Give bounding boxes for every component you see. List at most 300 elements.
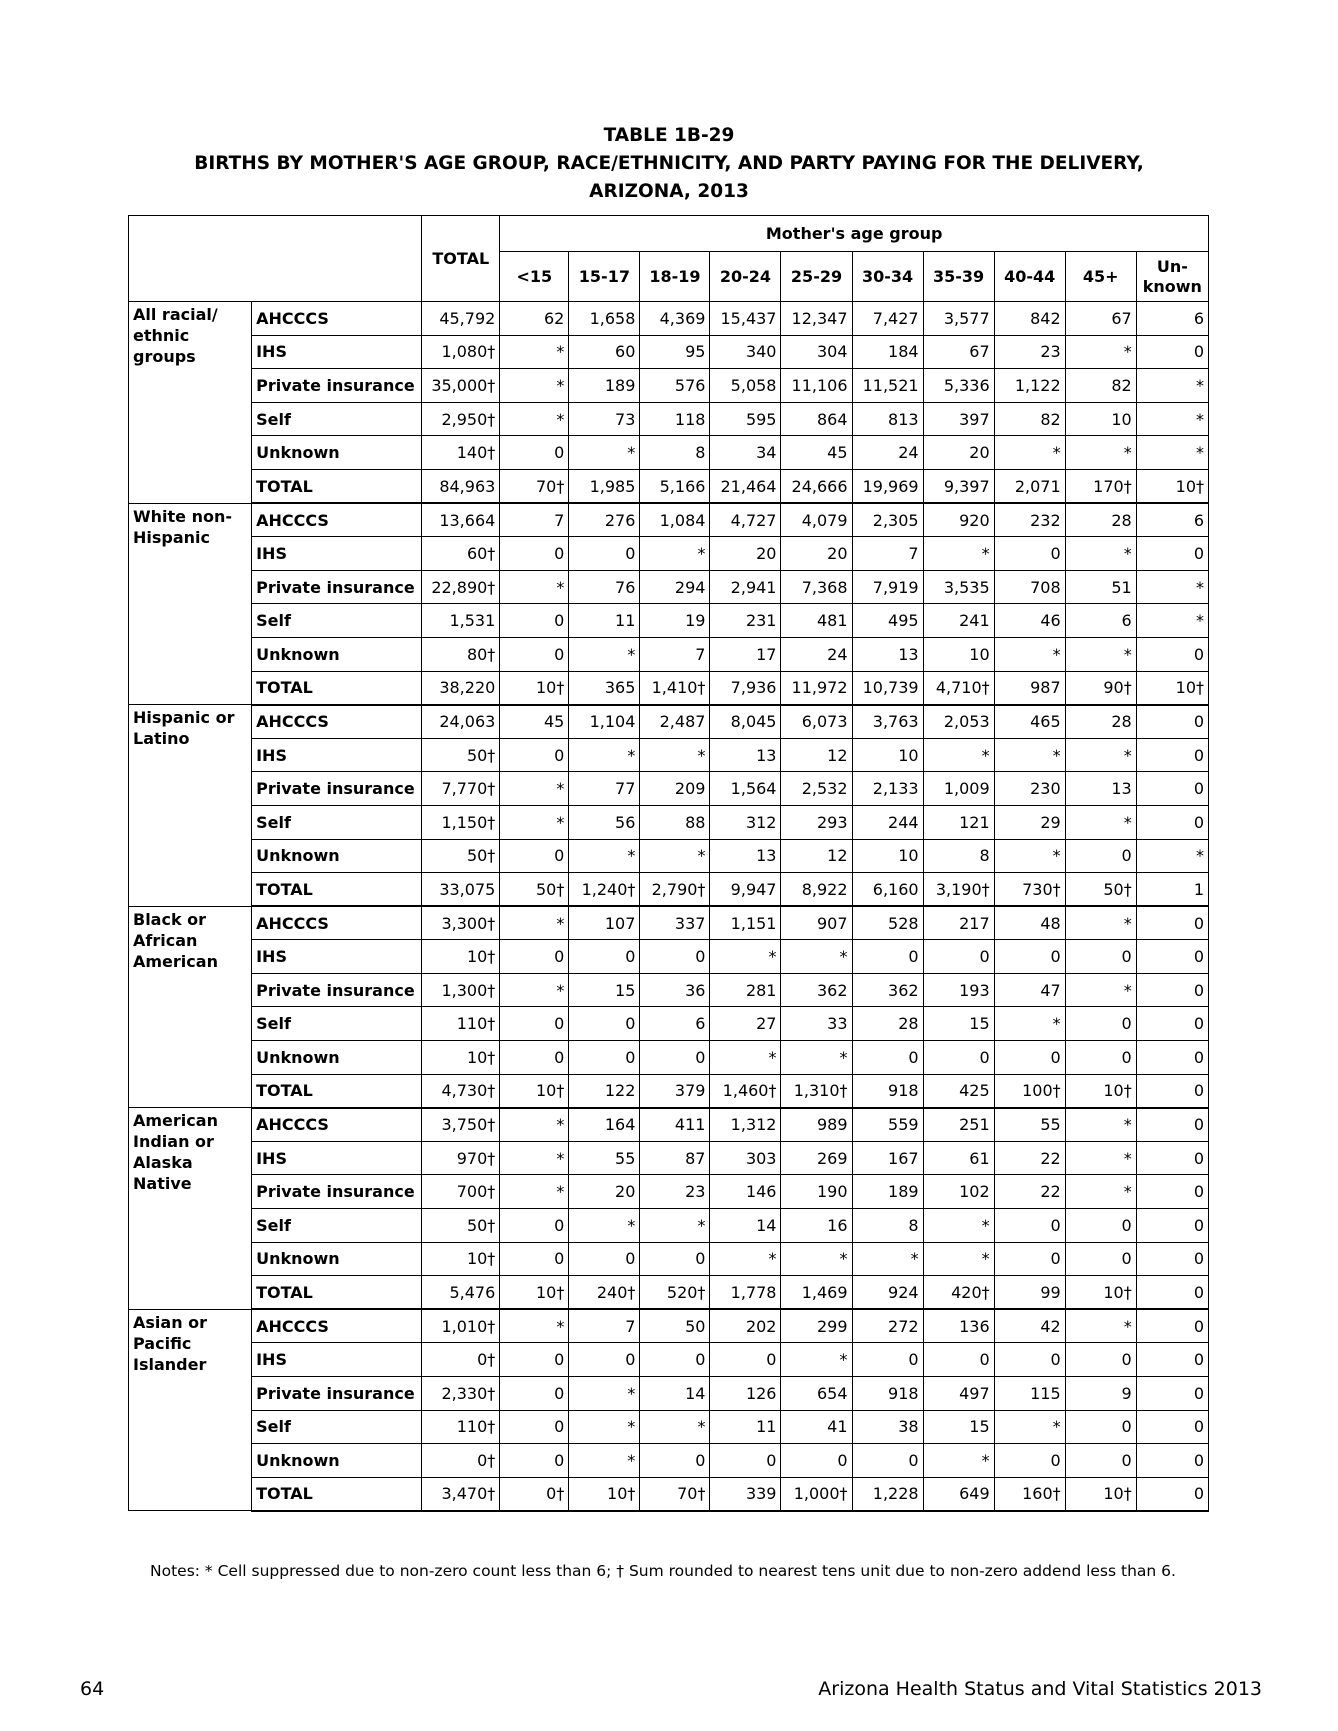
age-header-cell: <15 — [500, 252, 569, 302]
value-cell: 20 — [569, 1175, 640, 1209]
value-cell: 0 — [500, 738, 569, 772]
payer-label: TOTAL — [252, 1276, 422, 1310]
value-cell: 495 — [852, 604, 923, 638]
value-cell: 33 — [781, 1007, 852, 1041]
value-cell: 126 — [710, 1377, 781, 1411]
value-cell: 0 — [1136, 705, 1208, 739]
table-row — [129, 503, 1209, 537]
value-cell: 0 — [500, 637, 569, 671]
value-cell: 2,071 — [994, 469, 1065, 503]
payer-label: TOTAL — [252, 671, 422, 705]
table-row — [129, 1410, 1209, 1444]
value-cell: 0 — [1136, 1007, 1208, 1041]
value-cell: 864 — [781, 402, 852, 436]
value-cell: 0 — [500, 436, 569, 470]
value-cell: 0 — [994, 1041, 1065, 1075]
value-cell: 0 — [640, 1242, 710, 1276]
value-cell: * — [640, 839, 710, 873]
value-cell: 230 — [994, 772, 1065, 806]
payer-label: Self — [252, 1007, 422, 1041]
value-cell: 3,763 — [852, 705, 923, 739]
value-cell: * — [994, 839, 1065, 873]
value-cell: 7 — [569, 1309, 640, 1343]
value-cell: 34 — [710, 436, 781, 470]
value-cell: 1 — [1136, 873, 1208, 907]
value-cell: 1,000† — [781, 1477, 852, 1511]
value-cell: 41 — [781, 1410, 852, 1444]
payer-label: Unknown — [252, 1242, 422, 1276]
value-cell: 15 — [569, 973, 640, 1007]
value-cell: 51 — [1065, 570, 1136, 604]
total-cell: 38,220 — [422, 671, 500, 705]
value-cell: * — [500, 772, 569, 806]
value-cell: 56 — [569, 805, 640, 839]
value-cell: 10,739 — [852, 671, 923, 705]
value-cell: 14 — [710, 1209, 781, 1243]
value-cell: * — [569, 1444, 640, 1478]
value-cell: * — [923, 1209, 994, 1243]
value-cell: 3,577 — [923, 302, 994, 336]
value-cell: 497 — [923, 1377, 994, 1411]
value-cell: 24 — [781, 637, 852, 671]
value-cell: 576 — [640, 369, 710, 403]
value-cell: 0 — [1065, 1041, 1136, 1075]
value-cell: 920 — [923, 503, 994, 537]
value-cell: 38 — [852, 1410, 923, 1444]
payer-label: Private insurance — [252, 973, 422, 1007]
value-cell: * — [500, 1309, 569, 1343]
value-cell: 0 — [1136, 1074, 1208, 1108]
table-row — [129, 1108, 1209, 1142]
table-row — [129, 1074, 1209, 1108]
value-cell: 20 — [710, 537, 781, 571]
table-row — [129, 973, 1209, 1007]
table-row — [129, 1242, 1209, 1276]
total-cell: 0† — [422, 1343, 500, 1377]
value-cell: 0 — [640, 1343, 710, 1377]
table-title — [0, 122, 1338, 206]
payer-label: Private insurance — [252, 369, 422, 403]
value-cell: 0 — [1136, 637, 1208, 671]
value-cell: * — [781, 1343, 852, 1377]
table-row — [129, 1343, 1209, 1377]
table-row — [129, 906, 1209, 940]
group-label: Hispanic or Latino — [129, 705, 252, 907]
total-cell: 50† — [422, 839, 500, 873]
value-cell: * — [500, 570, 569, 604]
value-cell: 0 — [569, 940, 640, 974]
payer-label: Self — [252, 805, 422, 839]
value-cell: 9 — [1065, 1377, 1136, 1411]
value-cell: 0 — [852, 1041, 923, 1075]
table-row — [129, 335, 1209, 369]
value-cell: 10† — [1136, 671, 1208, 705]
value-cell: 0 — [500, 1242, 569, 1276]
table-row — [129, 705, 1209, 739]
value-cell: 102 — [923, 1175, 994, 1209]
value-cell: 1,009 — [923, 772, 994, 806]
value-cell: 0 — [1136, 805, 1208, 839]
value-cell: 520† — [640, 1276, 710, 1310]
value-cell: 3,535 — [923, 570, 994, 604]
value-cell: 146 — [710, 1175, 781, 1209]
value-cell: 0 — [500, 1444, 569, 1478]
value-cell: 15,437 — [710, 302, 781, 336]
value-cell: 0 — [1136, 1309, 1208, 1343]
value-cell: 16 — [781, 1209, 852, 1243]
total-cell: 2,950† — [422, 402, 500, 436]
value-cell: 5,058 — [710, 369, 781, 403]
table-heading-continued: ARIZONA, 2013 — [589, 181, 749, 202]
payer-label: Private insurance — [252, 1377, 422, 1411]
value-cell: 70† — [500, 469, 569, 503]
value-cell: 13 — [1065, 772, 1136, 806]
value-cell: 100† — [994, 1074, 1065, 1108]
value-cell: 0 — [1136, 940, 1208, 974]
value-cell: 0 — [852, 1444, 923, 1478]
total-header: TOTAL — [422, 216, 500, 302]
value-cell: 50† — [1065, 873, 1136, 907]
births-table — [128, 215, 1209, 1512]
value-cell: 50† — [500, 873, 569, 907]
table-number: TABLE 1B-29 — [603, 125, 735, 146]
payer-label: TOTAL — [252, 469, 422, 503]
value-cell: * — [1136, 369, 1208, 403]
total-cell: 1,010† — [422, 1309, 500, 1343]
value-cell: * — [710, 1242, 781, 1276]
value-cell: * — [569, 1209, 640, 1243]
value-cell: * — [1065, 1141, 1136, 1175]
value-cell: 0 — [569, 1343, 640, 1377]
value-cell: 82 — [1065, 369, 1136, 403]
value-cell: 11,521 — [852, 369, 923, 403]
value-cell: * — [852, 1242, 923, 1276]
value-cell: 55 — [569, 1141, 640, 1175]
value-cell: 7 — [500, 503, 569, 537]
value-cell: 10† — [1065, 1074, 1136, 1108]
total-cell: 3,750† — [422, 1108, 500, 1142]
value-cell: 11 — [569, 604, 640, 638]
age-header-cell: Un-known — [1136, 252, 1208, 302]
value-cell: * — [1065, 1309, 1136, 1343]
value-cell: 231 — [710, 604, 781, 638]
value-cell: 73 — [569, 402, 640, 436]
value-cell: * — [500, 369, 569, 403]
value-cell: 0 — [1136, 973, 1208, 1007]
value-cell: * — [1065, 637, 1136, 671]
value-cell: 45 — [781, 436, 852, 470]
value-cell: 0 — [994, 1343, 1065, 1377]
value-cell: 1,410† — [640, 671, 710, 705]
value-cell: 22 — [994, 1141, 1065, 1175]
value-cell: 2,053 — [923, 705, 994, 739]
value-cell: 8,045 — [710, 705, 781, 739]
value-cell: 425 — [923, 1074, 994, 1108]
value-cell: 61 — [923, 1141, 994, 1175]
publication-title: Arizona Health Status and Vital Statistics 2013 — [818, 1678, 1262, 1700]
value-cell: * — [500, 805, 569, 839]
value-cell: 365 — [569, 671, 640, 705]
total-cell: 700† — [422, 1175, 500, 1209]
value-cell: 251 — [923, 1108, 994, 1142]
value-cell: * — [569, 1410, 640, 1444]
value-cell: 1,228 — [852, 1477, 923, 1511]
value-cell: * — [500, 973, 569, 1007]
value-cell: 99 — [994, 1276, 1065, 1310]
total-cell: 10† — [422, 1242, 500, 1276]
group-label: White non-Hispanic — [129, 503, 252, 705]
value-cell: 20 — [923, 436, 994, 470]
value-cell: 294 — [640, 570, 710, 604]
table-row — [129, 839, 1209, 873]
age-header-cell: 45+ — [1065, 252, 1136, 302]
value-cell: 15 — [923, 1410, 994, 1444]
table-heading: BIRTHS BY MOTHER'S AGE GROUP, RACE/ETHNICITY, AND PARTY PAYING FOR THE DELIVERY, — [194, 153, 1144, 174]
value-cell: 2,532 — [781, 772, 852, 806]
value-cell: * — [1065, 906, 1136, 940]
value-cell: 4,727 — [710, 503, 781, 537]
value-cell: 907 — [781, 906, 852, 940]
value-cell: 6,073 — [781, 705, 852, 739]
value-cell: * — [640, 738, 710, 772]
payer-label: AHCCCS — [252, 1309, 422, 1343]
value-cell: 28 — [1065, 503, 1136, 537]
value-cell: * — [994, 1410, 1065, 1444]
value-cell: 77 — [569, 772, 640, 806]
value-cell: 23 — [640, 1175, 710, 1209]
value-cell: 8 — [640, 436, 710, 470]
value-cell: 42 — [994, 1309, 1065, 1343]
value-cell: 14 — [640, 1377, 710, 1411]
age-header-cell: 35-39 — [923, 252, 994, 302]
value-cell: 0 — [1136, 1141, 1208, 1175]
value-cell: 6 — [1065, 604, 1136, 638]
value-cell: 0 — [1136, 1343, 1208, 1377]
payer-label: TOTAL — [252, 873, 422, 907]
value-cell: * — [500, 906, 569, 940]
value-cell: 0 — [1136, 1041, 1208, 1075]
payer-label: Private insurance — [252, 570, 422, 604]
value-cell: 190 — [781, 1175, 852, 1209]
value-cell: 167 — [852, 1141, 923, 1175]
value-cell: 708 — [994, 570, 1065, 604]
value-cell: 0 — [1136, 537, 1208, 571]
value-cell: 17 — [710, 637, 781, 671]
value-cell: * — [710, 1041, 781, 1075]
value-cell: 0 — [994, 1209, 1065, 1243]
value-cell: 0 — [500, 1041, 569, 1075]
value-cell: 411 — [640, 1108, 710, 1142]
table-row — [129, 604, 1209, 638]
value-cell: * — [781, 1242, 852, 1276]
value-cell: 276 — [569, 503, 640, 537]
value-cell: 0 — [1065, 940, 1136, 974]
value-cell: 13 — [852, 637, 923, 671]
value-cell: * — [1136, 402, 1208, 436]
value-cell: 1,310† — [781, 1074, 852, 1108]
value-cell: 0 — [569, 1041, 640, 1075]
age-header-cell: 30-34 — [852, 252, 923, 302]
value-cell: 813 — [852, 402, 923, 436]
value-cell: 0 — [640, 940, 710, 974]
page-number: 64 — [80, 1678, 105, 1700]
total-cell: 1,080† — [422, 335, 500, 369]
value-cell: 170† — [1065, 469, 1136, 503]
value-cell: * — [500, 335, 569, 369]
value-cell: 559 — [852, 1108, 923, 1142]
table-row — [129, 469, 1209, 503]
table-row — [129, 1175, 1209, 1209]
value-cell: 189 — [852, 1175, 923, 1209]
value-cell: 8 — [852, 1209, 923, 1243]
value-cell: * — [640, 1209, 710, 1243]
payer-label: Private insurance — [252, 1175, 422, 1209]
payer-label: Unknown — [252, 839, 422, 873]
value-cell: 1,985 — [569, 469, 640, 503]
table-row — [129, 671, 1209, 705]
value-cell: * — [500, 1175, 569, 1209]
value-cell: 0 — [994, 940, 1065, 974]
total-cell: 45,792 — [422, 302, 500, 336]
total-cell: 50† — [422, 738, 500, 772]
value-cell: 7,427 — [852, 302, 923, 336]
value-cell: * — [994, 1007, 1065, 1041]
total-cell: 0† — [422, 1444, 500, 1478]
value-cell: 0 — [710, 1444, 781, 1478]
value-cell: 2,487 — [640, 705, 710, 739]
value-cell: 397 — [923, 402, 994, 436]
group-label: Asian or Pacific Islander — [129, 1309, 252, 1511]
total-cell: 4,730† — [422, 1074, 500, 1108]
value-cell: 48 — [994, 906, 1065, 940]
value-cell: 0 — [994, 1242, 1065, 1276]
value-cell: * — [1065, 1108, 1136, 1142]
value-cell: 0 — [1136, 1477, 1208, 1511]
value-cell: * — [1136, 570, 1208, 604]
table-row — [129, 570, 1209, 604]
table-row — [129, 738, 1209, 772]
value-cell: * — [1065, 1175, 1136, 1209]
payer-label: TOTAL — [252, 1477, 422, 1511]
table-row — [129, 1209, 1209, 1243]
value-cell: 2,133 — [852, 772, 923, 806]
table-row — [129, 1141, 1209, 1175]
value-cell: 189 — [569, 369, 640, 403]
total-cell: 110† — [422, 1410, 500, 1444]
value-cell: 1,084 — [640, 503, 710, 537]
value-cell: * — [640, 537, 710, 571]
value-cell: * — [1136, 839, 1208, 873]
value-cell: 67 — [1065, 302, 1136, 336]
value-cell: 312 — [710, 805, 781, 839]
value-cell: 7,936 — [710, 671, 781, 705]
table-row — [129, 1276, 1209, 1310]
value-cell: 1,151 — [710, 906, 781, 940]
value-cell: 303 — [710, 1141, 781, 1175]
table-row — [129, 637, 1209, 671]
value-cell: 9,947 — [710, 873, 781, 907]
value-cell: 595 — [710, 402, 781, 436]
value-cell: 202 — [710, 1309, 781, 1343]
value-cell: 11,972 — [781, 671, 852, 705]
value-cell: * — [569, 436, 640, 470]
total-cell: 3,470† — [422, 1477, 500, 1511]
value-cell: 0 — [500, 1377, 569, 1411]
value-cell: 0 — [923, 940, 994, 974]
table-row — [129, 772, 1209, 806]
total-cell: 22,890† — [422, 570, 500, 604]
value-cell: 362 — [781, 973, 852, 1007]
value-cell: 21,464 — [710, 469, 781, 503]
value-cell: 0 — [1136, 335, 1208, 369]
value-cell: 0 — [500, 604, 569, 638]
payer-label: IHS — [252, 1141, 422, 1175]
table-body — [129, 302, 1209, 1511]
value-cell: 6 — [640, 1007, 710, 1041]
value-cell: 2,305 — [852, 503, 923, 537]
value-cell: 232 — [994, 503, 1065, 537]
payer-label: Self — [252, 402, 422, 436]
value-cell: 217 — [923, 906, 994, 940]
value-cell: 136 — [923, 1309, 994, 1343]
value-cell: * — [923, 537, 994, 571]
value-cell: 7,368 — [781, 570, 852, 604]
payer-label: AHCCCS — [252, 302, 422, 336]
value-cell: 118 — [640, 402, 710, 436]
group-label: American Indian or Alaska Native — [129, 1108, 252, 1310]
total-cell: 2,330† — [422, 1377, 500, 1411]
value-cell: 12 — [781, 839, 852, 873]
table-row — [129, 369, 1209, 403]
value-cell: 0 — [1065, 1343, 1136, 1377]
value-cell: 0 — [1065, 1410, 1136, 1444]
value-cell: 281 — [710, 973, 781, 1007]
value-cell: 0 — [1065, 1444, 1136, 1478]
value-cell: 7 — [640, 637, 710, 671]
value-cell: 45 — [500, 705, 569, 739]
total-cell: 10† — [422, 1041, 500, 1075]
total-cell: 35,000† — [422, 369, 500, 403]
value-cell: 0† — [500, 1477, 569, 1511]
group-label: All racial/ ethnic groups — [129, 302, 252, 504]
value-cell: * — [569, 1377, 640, 1411]
value-cell: 0 — [500, 839, 569, 873]
value-cell: 9,397 — [923, 469, 994, 503]
value-cell: 0 — [1136, 738, 1208, 772]
table-row — [129, 436, 1209, 470]
value-cell: 465 — [994, 705, 1065, 739]
value-cell: 62 — [500, 302, 569, 336]
total-cell: 140† — [422, 436, 500, 470]
value-cell: 87 — [640, 1141, 710, 1175]
value-cell: 11 — [710, 1410, 781, 1444]
value-cell: 0 — [1136, 1175, 1208, 1209]
total-cell: 80† — [422, 637, 500, 671]
value-cell: 10 — [1065, 402, 1136, 436]
payer-label: Self — [252, 1410, 422, 1444]
value-cell: * — [569, 839, 640, 873]
value-cell: * — [500, 1141, 569, 1175]
value-cell: 0 — [994, 1444, 1065, 1478]
value-cell: 4,369 — [640, 302, 710, 336]
value-cell: 11,106 — [781, 369, 852, 403]
payer-label: Unknown — [252, 637, 422, 671]
value-cell: 0 — [710, 1343, 781, 1377]
table-row — [129, 805, 1209, 839]
value-cell: 122 — [569, 1074, 640, 1108]
value-cell: 19,969 — [852, 469, 923, 503]
value-cell: 842 — [994, 302, 1065, 336]
